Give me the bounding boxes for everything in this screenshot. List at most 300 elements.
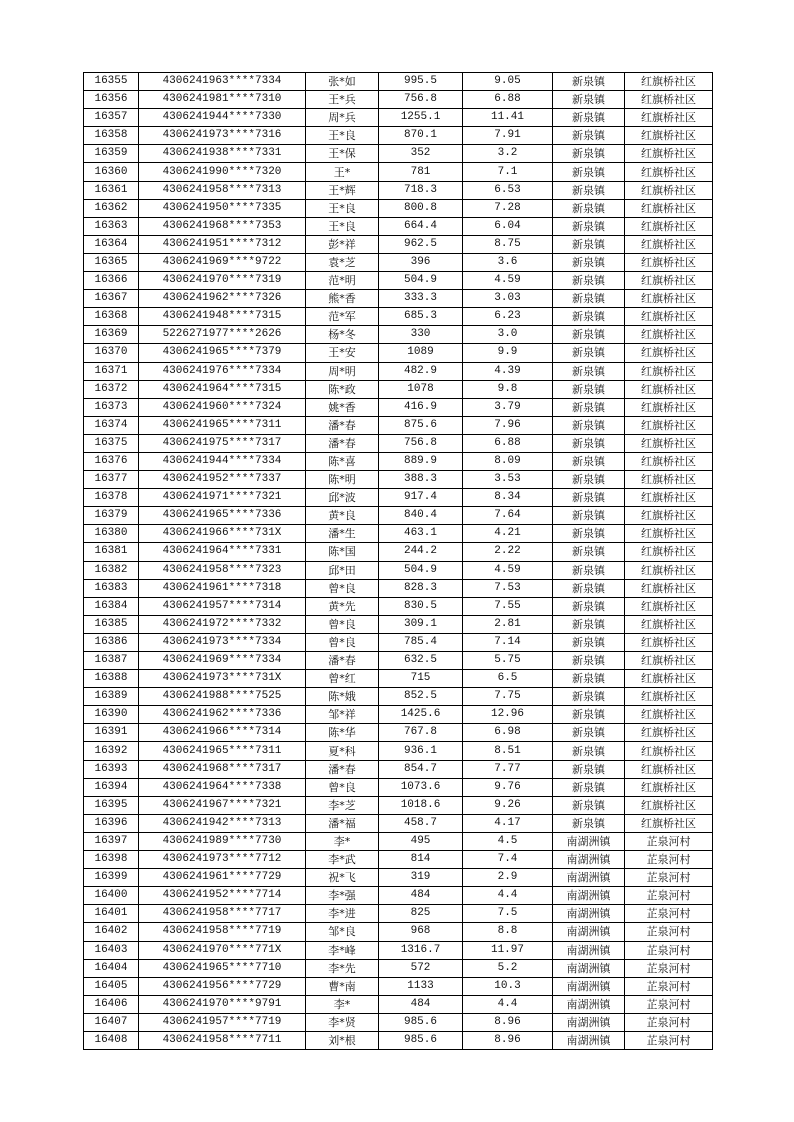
cell-area: 8.96 [463, 1031, 553, 1049]
table-row [84, 905, 713, 923]
cell-seq: 16373 [84, 398, 139, 416]
table-row [84, 471, 713, 489]
cell-seq: 16363 [84, 217, 139, 235]
table-row [84, 706, 713, 724]
cell-village: 芷泉河村 [625, 923, 713, 941]
cell-area: 6.5 [463, 670, 553, 688]
cell-town: 新泉镇 [553, 597, 625, 615]
cell-amount: 854.7 [379, 760, 463, 778]
cell-village: 红旗桥社区 [625, 199, 713, 217]
cell-id: 4306241961****7318 [139, 579, 306, 597]
table-row [84, 344, 713, 362]
cell-amount: 504.9 [379, 272, 463, 290]
cell-town: 新泉镇 [553, 760, 625, 778]
cell-name: 黄*先 [306, 597, 379, 615]
cell-amount: 1089 [379, 344, 463, 362]
cell-seq: 16356 [84, 91, 139, 109]
cell-id: 4306241971****7321 [139, 489, 306, 507]
cell-town: 新泉镇 [553, 362, 625, 380]
cell-name: 王*良 [306, 127, 379, 145]
cell-seq: 16383 [84, 579, 139, 597]
cell-village: 红旗桥社区 [625, 253, 713, 271]
cell-village: 红旗桥社区 [625, 561, 713, 579]
cell-amount: 828.3 [379, 579, 463, 597]
cell-area: 11.97 [463, 941, 553, 959]
cell-village: 红旗桥社区 [625, 127, 713, 145]
cell-seq: 16394 [84, 778, 139, 796]
cell-area: 6.53 [463, 181, 553, 199]
cell-area: 11.41 [463, 109, 553, 127]
table-row [84, 778, 713, 796]
cell-name: 曹*南 [306, 977, 379, 995]
cell-area: 4.4 [463, 995, 553, 1013]
cell-amount: 664.4 [379, 217, 463, 235]
cell-amount: 715 [379, 670, 463, 688]
table-row [84, 959, 713, 977]
cell-id: 4306241960****7324 [139, 398, 306, 416]
cell-area: 4.59 [463, 272, 553, 290]
cell-area: 8.51 [463, 742, 553, 760]
cell-area: 3.79 [463, 398, 553, 416]
cell-amount: 572 [379, 959, 463, 977]
cell-amount: 484 [379, 995, 463, 1013]
cell-town: 新泉镇 [553, 652, 625, 670]
cell-town: 新泉镇 [553, 109, 625, 127]
cell-id: 4306241970****771X [139, 941, 306, 959]
cell-town: 南湖洲镇 [553, 851, 625, 869]
cell-id: 4306241964****7338 [139, 778, 306, 796]
cell-village: 芷泉河村 [625, 941, 713, 959]
cell-id: 4306241965****7336 [139, 507, 306, 525]
cell-seq: 16370 [84, 344, 139, 362]
table-row [84, 145, 713, 163]
cell-village: 红旗桥社区 [625, 814, 713, 832]
cell-amount: 333.3 [379, 290, 463, 308]
table-row [84, 851, 713, 869]
cell-seq: 16393 [84, 760, 139, 778]
cell-village: 红旗桥社区 [625, 489, 713, 507]
cell-seq: 16359 [84, 145, 139, 163]
cell-town: 南湖洲镇 [553, 923, 625, 941]
cell-id: 4306241942****7313 [139, 814, 306, 832]
cell-area: 7.96 [463, 416, 553, 434]
table-row [84, 163, 713, 181]
cell-amount: 685.3 [379, 308, 463, 326]
cell-amount: 352 [379, 145, 463, 163]
cell-town: 南湖洲镇 [553, 995, 625, 1013]
cell-area: 7.1 [463, 163, 553, 181]
cell-area: 8.09 [463, 452, 553, 470]
table-row [84, 742, 713, 760]
cell-amount: 396 [379, 253, 463, 271]
cell-name: 夏*科 [306, 742, 379, 760]
cell-amount: 319 [379, 869, 463, 887]
cell-amount: 458.7 [379, 814, 463, 832]
cell-village: 红旗桥社区 [625, 796, 713, 814]
cell-name: 黄*良 [306, 507, 379, 525]
cell-id: 4306241958****7323 [139, 561, 306, 579]
cell-amount: 962.5 [379, 235, 463, 253]
cell-village: 红旗桥社区 [625, 398, 713, 416]
cell-village: 红旗桥社区 [625, 362, 713, 380]
cell-area: 10.3 [463, 977, 553, 995]
cell-town: 新泉镇 [553, 706, 625, 724]
cell-name: 王*安 [306, 344, 379, 362]
cell-village: 红旗桥社区 [625, 290, 713, 308]
cell-amount: 482.9 [379, 362, 463, 380]
cell-name: 王*良 [306, 199, 379, 217]
table-body [84, 73, 713, 1050]
cell-name: 潘*春 [306, 434, 379, 452]
cell-area: 4.39 [463, 362, 553, 380]
cell-amount: 244.2 [379, 543, 463, 561]
cell-seq: 16387 [84, 652, 139, 670]
cell-town: 新泉镇 [553, 398, 625, 416]
cell-id: 4306241981****7310 [139, 91, 306, 109]
cell-name: 张*如 [306, 73, 379, 91]
cell-town: 新泉镇 [553, 796, 625, 814]
cell-village: 芷泉河村 [625, 832, 713, 850]
cell-town: 新泉镇 [553, 489, 625, 507]
cell-name: 陈*国 [306, 543, 379, 561]
cell-name: 陈*华 [306, 724, 379, 742]
cell-id: 4306241972****7332 [139, 615, 306, 633]
cell-amount: 1073.6 [379, 778, 463, 796]
cell-town: 新泉镇 [553, 344, 625, 362]
table-row [84, 615, 713, 633]
cell-seq: 16382 [84, 561, 139, 579]
cell-seq: 16397 [84, 832, 139, 850]
cell-seq: 16385 [84, 615, 139, 633]
table-row [84, 633, 713, 651]
cell-area: 8.96 [463, 1013, 553, 1031]
cell-seq: 16380 [84, 525, 139, 543]
cell-seq: 16361 [84, 181, 139, 199]
cell-name: 周*兵 [306, 109, 379, 127]
cell-town: 新泉镇 [553, 253, 625, 271]
cell-village: 红旗桥社区 [625, 380, 713, 398]
cell-seq: 16404 [84, 959, 139, 977]
cell-seq: 16406 [84, 995, 139, 1013]
table-row [84, 525, 713, 543]
cell-id: 4306241970****7319 [139, 272, 306, 290]
cell-id: 4306241957****7314 [139, 597, 306, 615]
cell-seq: 16375 [84, 434, 139, 452]
cell-amount: 632.5 [379, 652, 463, 670]
cell-seq: 16364 [84, 235, 139, 253]
cell-name: 潘*春 [306, 652, 379, 670]
cell-town: 新泉镇 [553, 543, 625, 561]
cell-id: 4306241958****7719 [139, 923, 306, 941]
cell-village: 芷泉河村 [625, 851, 713, 869]
cell-area: 6.88 [463, 91, 553, 109]
cell-seq: 16360 [84, 163, 139, 181]
cell-area: 3.6 [463, 253, 553, 271]
cell-seq: 16392 [84, 742, 139, 760]
cell-amount: 1018.6 [379, 796, 463, 814]
table-row [84, 995, 713, 1013]
table-row [84, 1013, 713, 1031]
cell-village: 红旗桥社区 [625, 760, 713, 778]
cell-id: 4306241990****7320 [139, 163, 306, 181]
cell-id: 4306241962****7326 [139, 290, 306, 308]
cell-area: 9.26 [463, 796, 553, 814]
cell-id: 4306241964****7331 [139, 543, 306, 561]
cell-id: 4306241965****7379 [139, 344, 306, 362]
cell-town: 新泉镇 [553, 308, 625, 326]
cell-town: 新泉镇 [553, 688, 625, 706]
table-row [84, 579, 713, 597]
table-row [84, 670, 713, 688]
table-row [84, 109, 713, 127]
cell-area: 2.9 [463, 869, 553, 887]
cell-amount: 917.4 [379, 489, 463, 507]
cell-id: 4306241963****7334 [139, 73, 306, 91]
cell-name: 姚*香 [306, 398, 379, 416]
cell-name: 李*贤 [306, 1013, 379, 1031]
cell-village: 红旗桥社区 [625, 471, 713, 489]
table-row [84, 597, 713, 615]
cell-name: 潘*生 [306, 525, 379, 543]
cell-village: 红旗桥社区 [625, 543, 713, 561]
cell-amount: 463.1 [379, 525, 463, 543]
cell-seq: 16381 [84, 543, 139, 561]
cell-area: 6.23 [463, 308, 553, 326]
cell-town: 新泉镇 [553, 724, 625, 742]
cell-area: 7.75 [463, 688, 553, 706]
cell-amount: 1078 [379, 380, 463, 398]
cell-area: 3.53 [463, 471, 553, 489]
cell-name: 祝*飞 [306, 869, 379, 887]
cell-name: 杨*冬 [306, 326, 379, 344]
cell-town: 新泉镇 [553, 163, 625, 181]
cell-name: 潘*春 [306, 760, 379, 778]
cell-amount: 330 [379, 326, 463, 344]
cell-town: 南湖洲镇 [553, 905, 625, 923]
cell-area: 7.14 [463, 633, 553, 651]
table-row [84, 652, 713, 670]
cell-town: 新泉镇 [553, 272, 625, 290]
cell-name: 李* [306, 832, 379, 850]
cell-seq: 16400 [84, 887, 139, 905]
cell-id: 4306241973****7712 [139, 851, 306, 869]
cell-name: 彭*祥 [306, 235, 379, 253]
cell-area: 6.98 [463, 724, 553, 742]
cell-village: 红旗桥社区 [625, 145, 713, 163]
cell-id: 4306241968****7353 [139, 217, 306, 235]
cell-town: 南湖洲镇 [553, 1013, 625, 1031]
cell-id: 4306241965****7311 [139, 416, 306, 434]
cell-town: 南湖洲镇 [553, 869, 625, 887]
cell-name: 曾*良 [306, 633, 379, 651]
cell-village: 芷泉河村 [625, 905, 713, 923]
cell-seq: 16386 [84, 633, 139, 651]
cell-seq: 16405 [84, 977, 139, 995]
cell-town: 新泉镇 [553, 452, 625, 470]
cell-seq: 16391 [84, 724, 139, 742]
cell-amount: 1316.7 [379, 941, 463, 959]
cell-village: 红旗桥社区 [625, 434, 713, 452]
cell-seq: 16401 [84, 905, 139, 923]
table-row [84, 832, 713, 850]
cell-area: 5.2 [463, 959, 553, 977]
cell-seq: 16367 [84, 290, 139, 308]
cell-amount: 1425.6 [379, 706, 463, 724]
cell-area: 9.8 [463, 380, 553, 398]
cell-village: 红旗桥社区 [625, 326, 713, 344]
cell-name: 王*良 [306, 217, 379, 235]
cell-area: 4.4 [463, 887, 553, 905]
cell-name: 曾*红 [306, 670, 379, 688]
cell-seq: 16407 [84, 1013, 139, 1031]
table-row [84, 724, 713, 742]
cell-amount: 1255.1 [379, 109, 463, 127]
cell-village: 红旗桥社区 [625, 109, 713, 127]
table-row [84, 688, 713, 706]
cell-name: 李*峰 [306, 941, 379, 959]
cell-village: 芷泉河村 [625, 1031, 713, 1049]
cell-village: 红旗桥社区 [625, 73, 713, 91]
cell-id: 4306241967****7321 [139, 796, 306, 814]
cell-village: 红旗桥社区 [625, 163, 713, 181]
cell-area: 3.03 [463, 290, 553, 308]
table-row [84, 814, 713, 832]
cell-town: 新泉镇 [553, 525, 625, 543]
cell-amount: 936.1 [379, 742, 463, 760]
table-row [84, 923, 713, 941]
cell-village: 芷泉河村 [625, 959, 713, 977]
cell-town: 新泉镇 [553, 434, 625, 452]
cell-id: 4306241956****7729 [139, 977, 306, 995]
cell-id: 4306241969****7334 [139, 652, 306, 670]
table-row [84, 290, 713, 308]
table-row [84, 869, 713, 887]
cell-id: 4306241952****7714 [139, 887, 306, 905]
cell-area: 7.4 [463, 851, 553, 869]
cell-name: 李*武 [306, 851, 379, 869]
table-row [84, 217, 713, 235]
cell-town: 新泉镇 [553, 814, 625, 832]
cell-id: 4306241975****7317 [139, 434, 306, 452]
cell-name: 陈*娥 [306, 688, 379, 706]
cell-village: 红旗桥社区 [625, 308, 713, 326]
cell-village: 红旗桥社区 [625, 688, 713, 706]
cell-id: 4306241989****7730 [139, 832, 306, 850]
cell-name: 曾*良 [306, 615, 379, 633]
cell-name: 潘*春 [306, 416, 379, 434]
cell-town: 新泉镇 [553, 181, 625, 199]
cell-town: 新泉镇 [553, 742, 625, 760]
cell-area: 7.91 [463, 127, 553, 145]
cell-village: 芷泉河村 [625, 995, 713, 1013]
cell-area: 7.28 [463, 199, 553, 217]
records-table [83, 72, 713, 1050]
cell-id: 4306241973****7316 [139, 127, 306, 145]
cell-id: 4306241961****7729 [139, 869, 306, 887]
table-row [84, 91, 713, 109]
cell-id: 4306241962****7336 [139, 706, 306, 724]
table-row [84, 253, 713, 271]
cell-id: 4306241970****9791 [139, 995, 306, 1013]
cell-id: 4306241951****7312 [139, 235, 306, 253]
cell-amount: 781 [379, 163, 463, 181]
cell-id: 4306241988****7525 [139, 688, 306, 706]
cell-seq: 16374 [84, 416, 139, 434]
table-row [84, 887, 713, 905]
cell-town: 新泉镇 [553, 91, 625, 109]
cell-id: 4306241958****7711 [139, 1031, 306, 1049]
cell-amount: 388.3 [379, 471, 463, 489]
cell-amount: 852.5 [379, 688, 463, 706]
cell-amount: 495 [379, 832, 463, 850]
cell-seq: 16366 [84, 272, 139, 290]
cell-area: 7.5 [463, 905, 553, 923]
table-row [84, 380, 713, 398]
cell-town: 南湖洲镇 [553, 959, 625, 977]
cell-area: 4.17 [463, 814, 553, 832]
cell-name: 范*明 [306, 272, 379, 290]
cell-name: 王*保 [306, 145, 379, 163]
cell-village: 红旗桥社区 [625, 724, 713, 742]
cell-name: 陈*明 [306, 471, 379, 489]
cell-area: 4.21 [463, 525, 553, 543]
table-row [84, 543, 713, 561]
cell-town: 新泉镇 [553, 561, 625, 579]
cell-village: 红旗桥社区 [625, 615, 713, 633]
cell-town: 新泉镇 [553, 579, 625, 597]
cell-town: 南湖洲镇 [553, 832, 625, 850]
cell-amount: 767.8 [379, 724, 463, 742]
cell-id: 4306241968****7317 [139, 760, 306, 778]
cell-amount: 504.9 [379, 561, 463, 579]
cell-village: 红旗桥社区 [625, 507, 713, 525]
cell-area: 3.0 [463, 326, 553, 344]
cell-area: 4.59 [463, 561, 553, 579]
cell-amount: 840.4 [379, 507, 463, 525]
cell-village: 红旗桥社区 [625, 452, 713, 470]
cell-area: 9.76 [463, 778, 553, 796]
cell-amount: 985.6 [379, 1013, 463, 1031]
cell-id: 4306241944****7334 [139, 452, 306, 470]
cell-seq: 16408 [84, 1031, 139, 1049]
cell-amount: 718.3 [379, 181, 463, 199]
cell-seq: 16388 [84, 670, 139, 688]
cell-town: 新泉镇 [553, 326, 625, 344]
cell-seq: 16357 [84, 109, 139, 127]
cell-id: 4306241938****7331 [139, 145, 306, 163]
cell-id: 4306241944****7330 [139, 109, 306, 127]
cell-town: 新泉镇 [553, 199, 625, 217]
cell-village: 红旗桥社区 [625, 91, 713, 109]
cell-town: 新泉镇 [553, 416, 625, 434]
cell-seq: 16378 [84, 489, 139, 507]
cell-id: 4306241952****7337 [139, 471, 306, 489]
cell-area: 6.88 [463, 434, 553, 452]
cell-id: 4306241958****7313 [139, 181, 306, 199]
cell-id: 4306241976****7334 [139, 362, 306, 380]
table-row [84, 507, 713, 525]
cell-amount: 756.8 [379, 91, 463, 109]
cell-village: 芷泉河村 [625, 887, 713, 905]
cell-village: 红旗桥社区 [625, 597, 713, 615]
table-row [84, 561, 713, 579]
cell-village: 红旗桥社区 [625, 633, 713, 651]
cell-village: 红旗桥社区 [625, 652, 713, 670]
cell-seq: 16396 [84, 814, 139, 832]
cell-name: 邱*波 [306, 489, 379, 507]
cell-town: 南湖洲镇 [553, 887, 625, 905]
cell-name: 王*兵 [306, 91, 379, 109]
